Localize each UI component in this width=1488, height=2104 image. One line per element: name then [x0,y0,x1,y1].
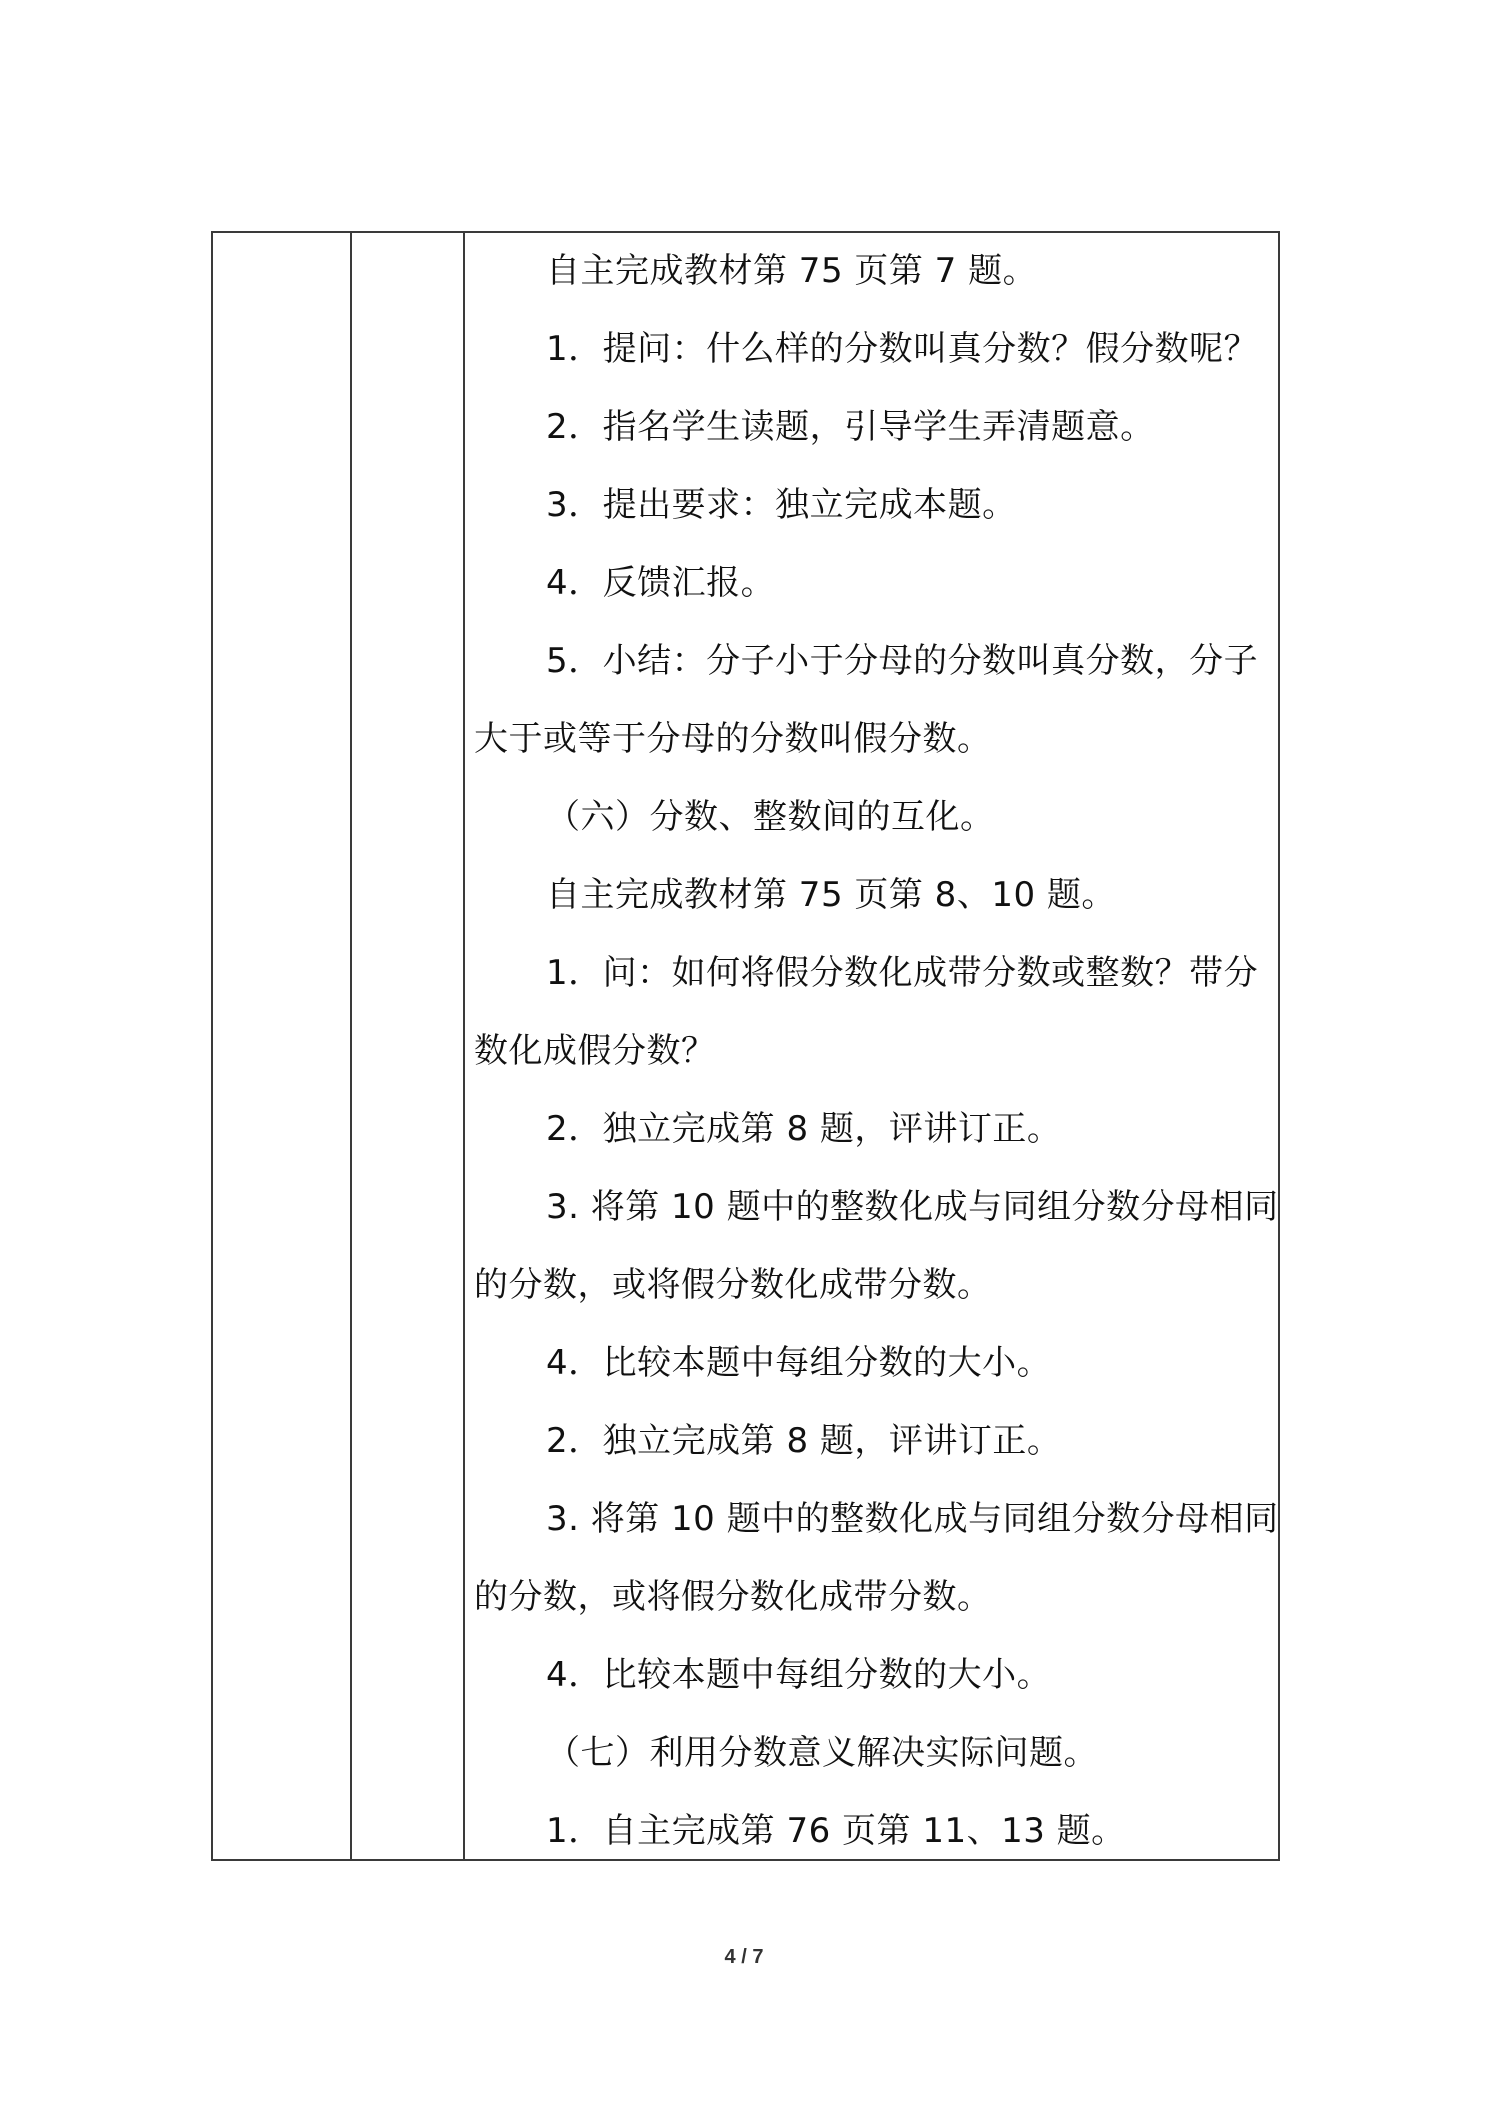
text-line: 2．独立完成第 8 题，评讲订正。 [546,1421,1062,1461]
text-line: 自主完成教材第 75 页第 8、10 题。 [546,875,1116,915]
text-line: 4．反馈汇报。 [546,563,776,603]
text-line: 自主完成教材第 75 页第 7 题。 [546,251,1038,291]
table-column-divider [350,233,352,1859]
section-heading: （七）利用分数意义解决实际问题。 [546,1733,1098,1773]
text-line: 1．自主完成第 76 页第 11、13 题。 [546,1811,1126,1851]
text-line: 的分数，或将假分数化成带分数。 [474,1577,992,1617]
section-heading: （六）分数、整数间的互化。 [546,797,995,837]
text-line: 3. 将第 10 题中的整数化成与同组分数分母相同 [546,1499,1279,1539]
text-line: 的分数，或将假分数化成带分数。 [474,1265,992,1305]
text-line: 2．独立完成第 8 题，评讲订正。 [546,1109,1062,1149]
text-line: 2．指名学生读题，引导学生弄清题意。 [546,407,1155,447]
text-line: 1．提问：什么样的分数叫真分数？假分数呢？ [546,329,1259,369]
text-line: 4．比较本题中每组分数的大小。 [546,1655,1052,1695]
text-line: 3．提出要求：独立完成本题。 [546,485,1017,525]
text-line: 大于或等于分母的分数叫假分数。 [474,719,992,759]
text-line: 数化成假分数？ [474,1031,716,1071]
text-line: 1．问：如何将假分数化成带分数或整数？带分 [546,953,1259,993]
table-column-divider [463,233,465,1859]
text-line: 5．小结：分子小于分母的分数叫真分数，分子 [546,641,1259,681]
page-number: 4 / 7 [724,1946,764,1968]
text-line: 4．比较本题中每组分数的大小。 [546,1343,1052,1383]
text-line: 3. 将第 10 题中的整数化成与同组分数分母相同 [546,1187,1279,1227]
